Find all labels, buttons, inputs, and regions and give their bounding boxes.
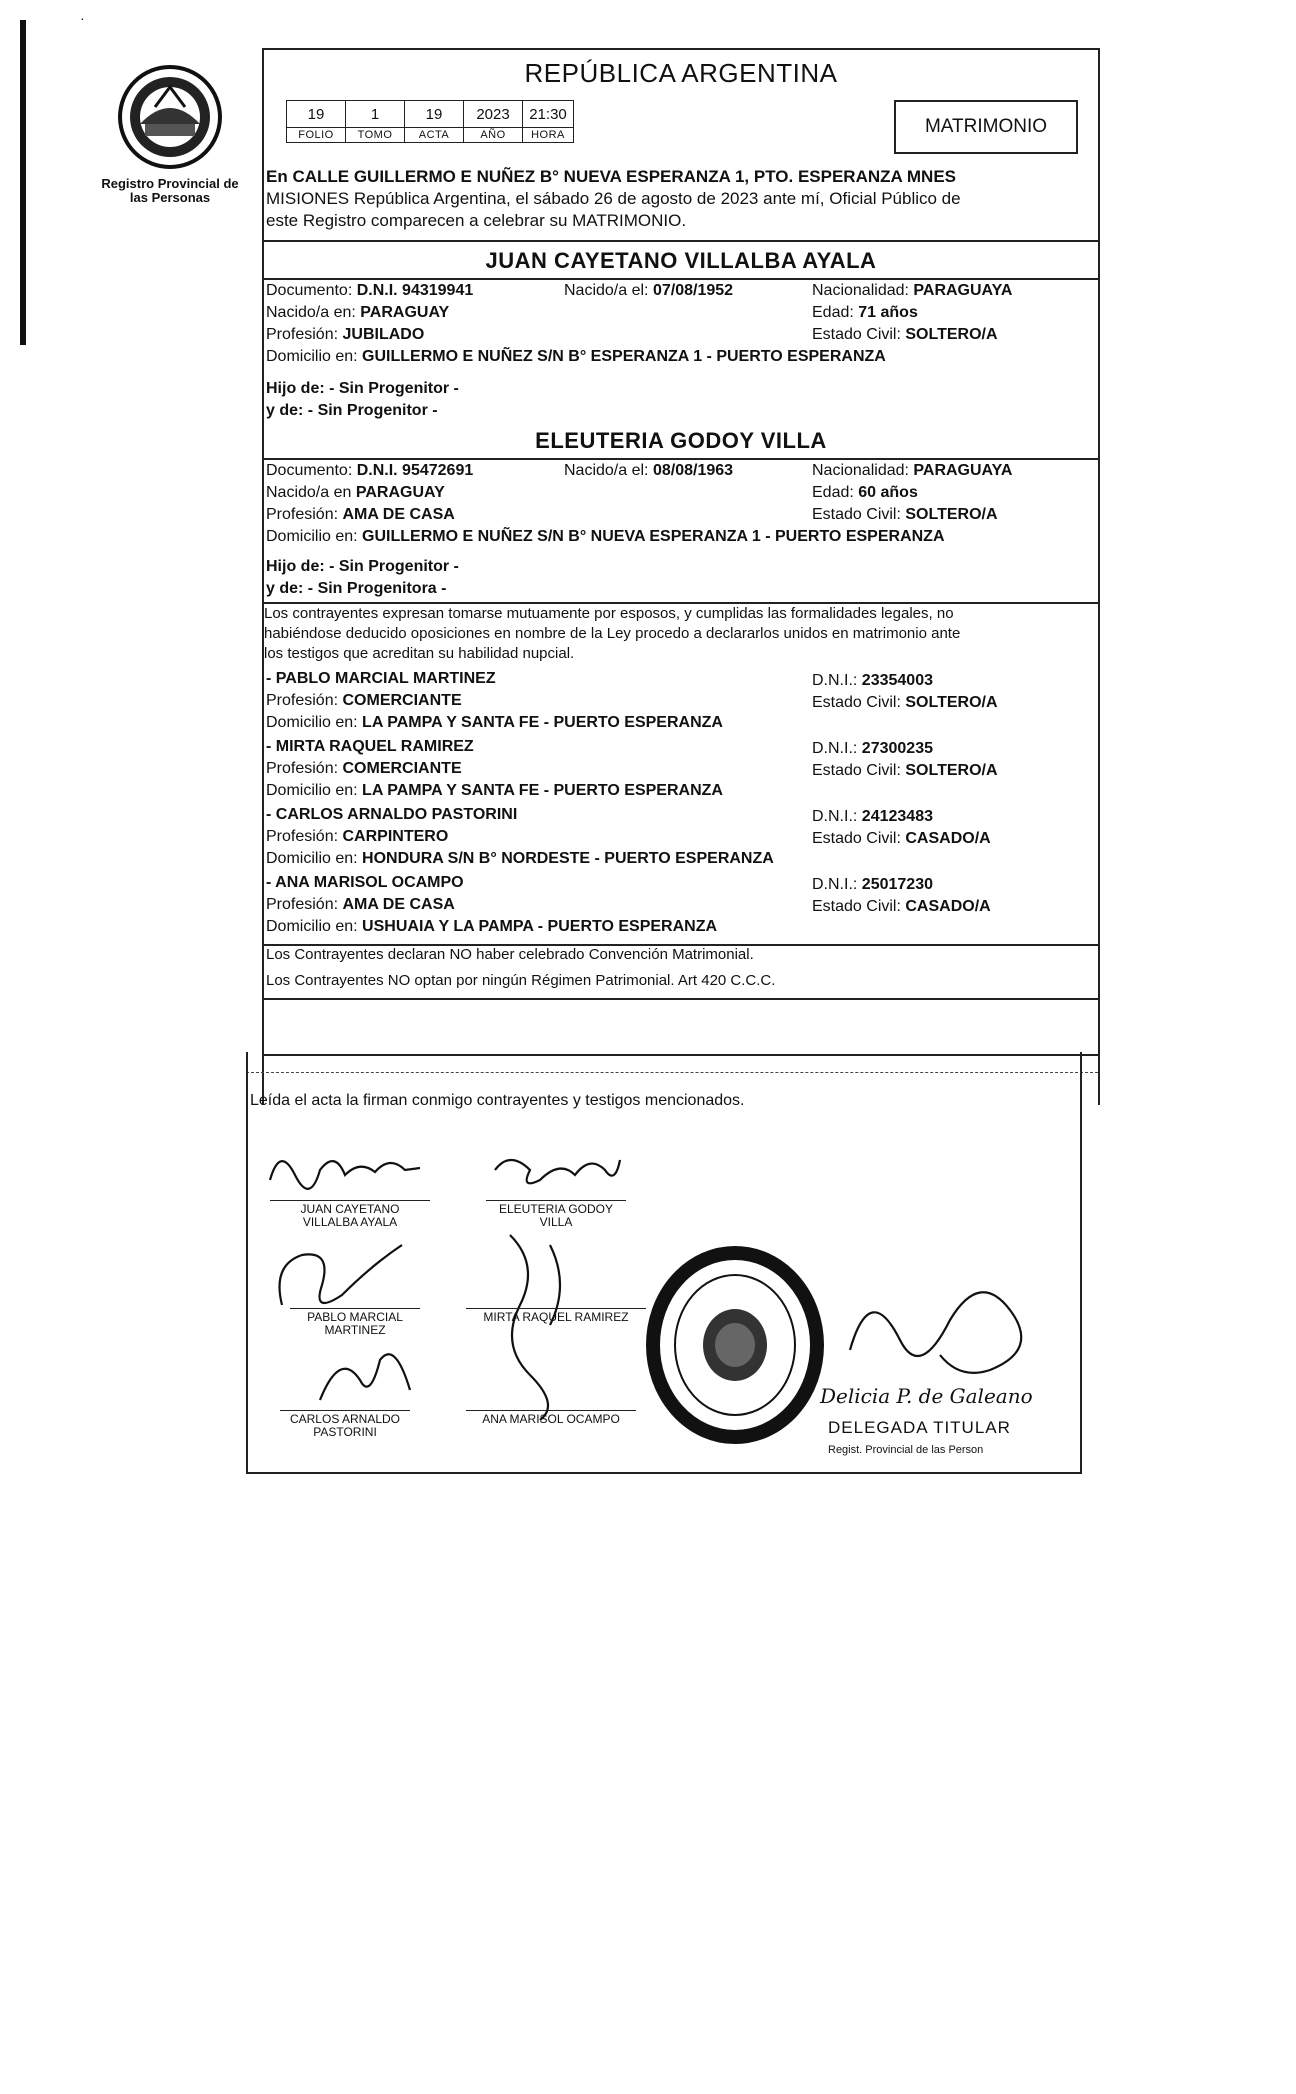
spouse1-doc: D.N.I. 94319941 [356, 282, 474, 299]
spouse2-age-label: Edad: [812, 484, 854, 501]
witness2-dni: 27300235 [861, 740, 933, 757]
signature-line [290, 1308, 420, 1309]
witness3-name: - CARLOS ARNALDO PASTORINI [266, 806, 518, 823]
signature-line [270, 1200, 430, 1201]
witness2-prof: COMERCIANTE [342, 760, 462, 777]
marriage-certificate [262, 48, 1100, 1105]
spouse1-name: JUAN CAYETANO VILLALBA AYALA [485, 248, 877, 273]
witness1-name: - PABLO MARCIAL MARTINEZ [266, 670, 496, 687]
spouse2-name: ELEUTERIA GODOY VILLA [535, 428, 827, 453]
spouse2-place: PARAGUAY [355, 484, 445, 501]
witness1-prof-label: Profesión: [266, 692, 339, 709]
left-border [246, 1052, 248, 1472]
divider [264, 998, 1098, 1000]
witness2-civil: SOLTERO/A [905, 762, 998, 779]
folio-value: 19 [287, 101, 346, 128]
registry-table [286, 100, 574, 143]
divider [264, 458, 1098, 460]
witness3-prof-label: Profesión: [266, 828, 339, 845]
signature-line [466, 1308, 646, 1309]
spouse1-born: 07/08/1952 [652, 282, 734, 299]
witness1-dni: 23354003 [861, 672, 933, 689]
spouse1-prof-label: Profesión: [266, 326, 339, 343]
witness2-addr: LA PAMPA Y SANTA FE - PUERTO ESPERANZA [362, 782, 723, 799]
closing-text: Leída el acta la firman conmigo contrayentes y testigos mencionados. [250, 1092, 745, 1109]
scan-mark: · [80, 10, 85, 26]
spouse2-age: 60 años [858, 484, 918, 501]
sig-eleuteria-line1: ELEUTERIA GODOY [498, 1202, 614, 1216]
intro-line-2: MISIONES República Argentina, el sábado 26 de agosto de 2023 ante mí, Oficial Público de [266, 189, 961, 208]
spouse2-nat-label: Nacionalidad: [812, 462, 909, 479]
witness4-dni-label: D.N.I.: [812, 876, 858, 893]
act-type-box: MATRIMONIO [894, 100, 1078, 154]
witness3-civil: CASADO/A [905, 830, 991, 847]
sig-eleuteria-line2: VILLA [539, 1215, 573, 1229]
spouse2-doc-label: Documento: [266, 462, 353, 479]
signature-mirta-scribble [480, 1225, 600, 1425]
witness3-dni: 24123483 [861, 808, 933, 825]
witness4-addr: USHUAIA Y LA PAMPA - PUERTO ESPERANZA [362, 918, 718, 935]
intro-line-3: este Registro comparecen a celebrar su MATRIMONIO. [266, 211, 687, 230]
spouse2-place-label: Nacido/a en [266, 484, 352, 501]
spouse2-nat: PARAGUAYA [913, 462, 1013, 479]
tomo-label: TOMO [346, 128, 405, 143]
witness2-addr-label: Domicilio en: [266, 782, 358, 799]
divider [264, 240, 1098, 242]
spouse1-parent2: y de: - Sin Progenitor - [266, 402, 438, 419]
witness3-prof: CARPINTERO [342, 828, 449, 845]
divider [264, 1054, 1098, 1056]
declaration-paragraph [264, 604, 1096, 664]
scan-edge-bar [20, 20, 26, 345]
witness3-dni-label: D.N.I.: [812, 808, 858, 825]
spouse2-civil-label: Estado Civil: [812, 506, 901, 523]
spouse2-civil: SOLTERO/A [905, 506, 998, 523]
witness4-civil: CASADO/A [905, 898, 991, 915]
intro-paragraph [266, 166, 1096, 232]
spouse1-doc-label: Documento: [266, 282, 353, 299]
spouse1-born-label: Nacido/a el: [564, 282, 649, 299]
official-signature-scribble [840, 1260, 1060, 1390]
spouse1-age: 71 años [858, 304, 918, 321]
divider [264, 278, 1098, 280]
signature-ana: ANA MARISOL OCAMPO [482, 1412, 620, 1426]
witness1-civil-label: Estado Civil: [812, 694, 901, 711]
sig-juan-line1: JUAN CAYETANO [300, 1202, 400, 1216]
spouse1-civil: SOLTERO/A [905, 326, 998, 343]
signature-juan-scribble [260, 1140, 430, 1200]
witness4-prof-label: Profesión: [266, 896, 339, 913]
signature-line [486, 1200, 626, 1201]
signature-carlos [280, 1413, 410, 1439]
spouse1-nat-label: Nacionalidad: [812, 282, 909, 299]
witness4-addr-label: Domicilio en: [266, 918, 358, 935]
declaration-line-1: Los contrayentes expresan tomarse mutuamente por esposos, y cumplidas las formalidades legales, no [264, 605, 954, 622]
spouse1-addr-label: Domicilio en: [266, 348, 358, 365]
witness2-prof-label: Profesión: [266, 760, 339, 777]
registry-caption: Registro Provincial de las Personas [101, 176, 239, 205]
tomo-value: 1 [346, 101, 405, 128]
notes-line-1: Los Contrayentes declaran NO haber celebrado Convención Matrimonial. [266, 946, 754, 963]
signature-line [280, 1410, 410, 1411]
witness4-name: - ANA MARISOL OCAMPO [266, 874, 464, 891]
spouse2-addr: GUILLERMO E NUÑEZ S/N B° NUEVA ESPERANZA 1 - PUERTO ESPERANZA [362, 528, 945, 545]
sig-carlos-line2: PASTORINI [313, 1425, 377, 1439]
spouse2-parent1: Hijo de: - Sin Progenitor - [266, 558, 459, 575]
sig-pablo-line2: MARTINEZ [324, 1323, 386, 1337]
folio-label: FOLIO [287, 128, 346, 143]
ano-label: AÑO [464, 128, 523, 143]
witness1-addr-label: Domicilio en: [266, 714, 358, 731]
sig-pablo-line1: PABLO MARCIAL [307, 1310, 403, 1324]
sig-carlos-line1: CARLOS ARNALDO [289, 1412, 401, 1426]
ano-value: 2023 [464, 101, 523, 128]
hora-value: 21:30 [523, 101, 574, 128]
declaration-line-2: habiéndose deducido oposiciones en nombre de la Ley procedo a declararlos unidos en matrimonio ante [264, 625, 961, 642]
spouse2-addr-label: Domicilio en: [266, 528, 358, 545]
witness2-dni-label: D.N.I.: [812, 740, 858, 757]
witness4-civil-label: Estado Civil: [812, 898, 901, 915]
spouse2-born-label: Nacido/a el: [564, 462, 649, 479]
acta-value: 19 [405, 101, 464, 128]
bottom-border [246, 1472, 1082, 1474]
sig-juan-line2: VILLALBA AYALA [302, 1215, 398, 1229]
witness1-prof: COMERCIANTE [342, 692, 462, 709]
official-name: Delicia P. de Galeano [820, 1384, 1033, 1408]
spouse2-doc: D.N.I. 95472691 [356, 462, 474, 479]
spouse2-born: 08/08/1963 [652, 462, 734, 479]
spouse1-age-label: Edad: [812, 304, 854, 321]
witness2-name: - MIRTA RAQUEL RAMIREZ [266, 738, 474, 755]
spouse1-addr: GUILLERMO E NUÑEZ S/N B° ESPERANZA 1 - PUERTO ESPERANZA [362, 348, 886, 365]
witness1-addr: LA PAMPA Y SANTA FE - PUERTO ESPERANZA [362, 714, 723, 731]
witness1-dni-label: D.N.I.: [812, 672, 858, 689]
signature-carlos-scribble [300, 1330, 430, 1410]
declaration-line-3: los testigos que acreditan su habilidad nupcial. [264, 645, 575, 662]
province-seal-icon [115, 62, 225, 172]
right-border [1080, 1052, 1082, 1472]
registry-stamp-icon [645, 1245, 825, 1445]
acta-label: ACTA [405, 128, 464, 143]
witness3-addr: HONDURA S/N B° NORDESTE - PUERTO ESPERANZA [362, 850, 774, 867]
witness3-addr-label: Domicilio en: [266, 850, 358, 867]
witness2-civil-label: Estado Civil: [812, 762, 901, 779]
witness3-civil-label: Estado Civil: [812, 830, 901, 847]
witness4-dni: 25017230 [861, 876, 933, 893]
signature-line [466, 1410, 636, 1411]
official-office: Regist. Provincial de las Person [828, 1444, 984, 1456]
spouse1-nat: PARAGUAYA [913, 282, 1013, 299]
spouse2-prof: AMA DE CASA [342, 506, 455, 523]
witness4-prof: AMA DE CASA [342, 896, 455, 913]
official-title: DELEGADA TITULAR [828, 1418, 1011, 1437]
spouse1-prof: JUBILADO [342, 326, 425, 343]
signature-eleuteria-scribble [480, 1140, 630, 1200]
country-title: REPÚBLICA ARGENTINA [524, 58, 838, 88]
spouse2-parent2: y de: - Sin Progenitora - [266, 580, 447, 597]
spouse1-place-label: Nacido/a en: [266, 304, 356, 321]
notes-line-2: Los Contrayentes NO optan por ningún Régimen Patrimonial. Art 420 C.C.C. [266, 972, 776, 989]
registry-logo [100, 62, 240, 205]
hora-label: HORA [523, 128, 574, 143]
spouse2-prof-label: Profesión: [266, 506, 339, 523]
spouse1-civil-label: Estado Civil: [812, 326, 901, 343]
signature-mirta: MIRTA RAQUEL RAMIREZ [483, 1310, 629, 1324]
witness1-civil: SOLTERO/A [905, 694, 998, 711]
spouse1-place: PARAGUAY [360, 304, 450, 321]
dotted-divider [246, 1072, 1098, 1073]
spouse1-parent1: Hijo de: - Sin Progenitor - [266, 380, 459, 397]
intro-line-1: En CALLE GUILLERMO E NUÑEZ B° NUEVA ESPERANZA 1, PTO. ESPERANZA MNES [266, 167, 957, 186]
